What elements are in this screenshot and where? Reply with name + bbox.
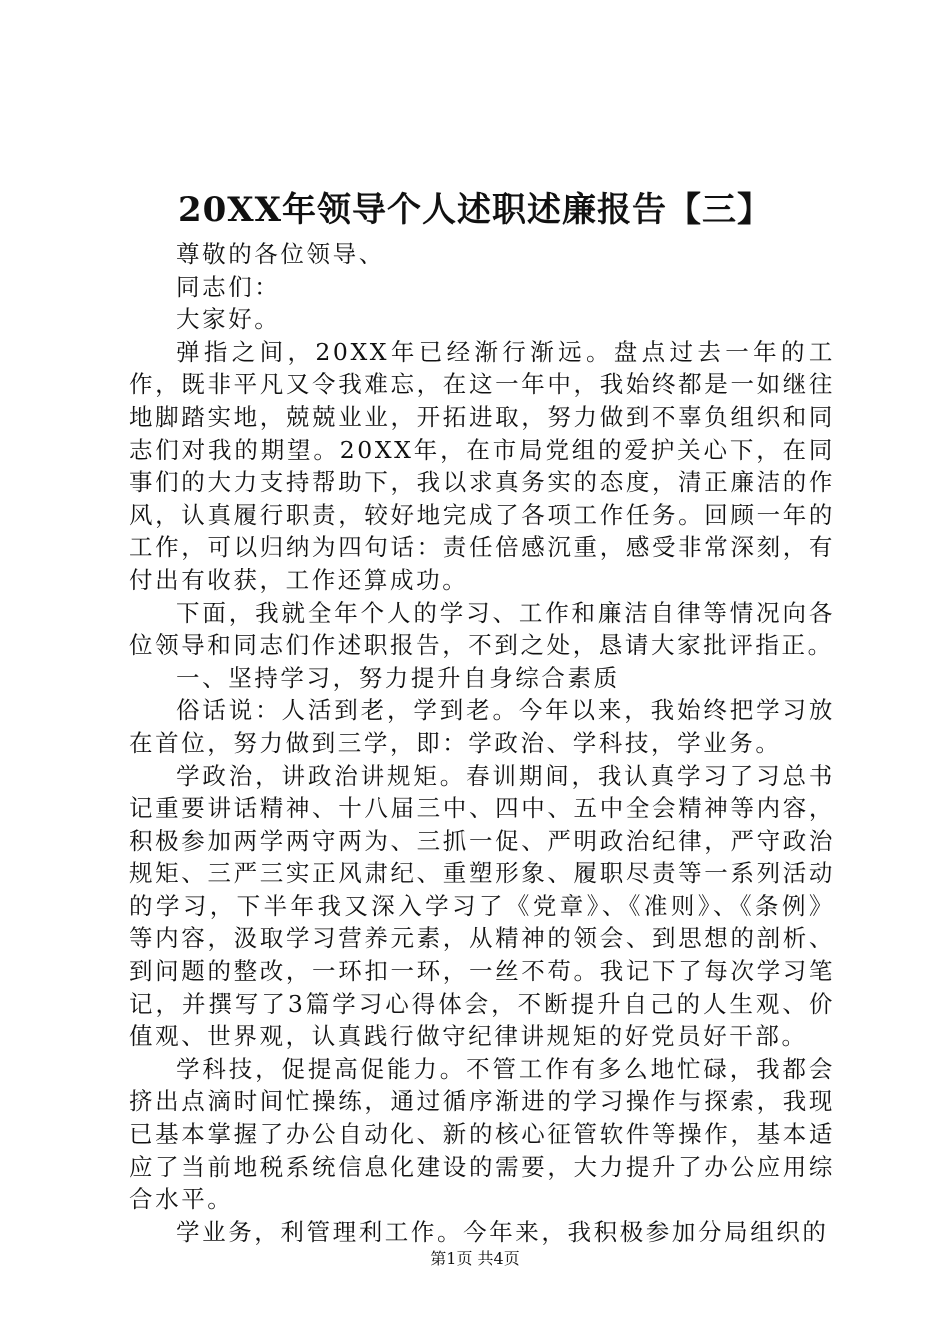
salutation-line-1: 尊敬的各位领导、	[176, 240, 385, 268]
document-title: 20XX年领导个人述职述廉报告【三】	[177, 190, 773, 230]
paragraph: 下面，我就全年个人的学习、工作和廉洁自律等情况向各位领导和同志们作述职报告，不到之处，恳请大家批评指正。	[129, 598, 835, 660]
paragraph: 弹指之间，20XX年已经渐行渐远。盘点过去一年的工作，既非平凡又令我难忘，在这一年中，我始终都是一如继往地脚踏实地，兢兢业业，开拓进取，努力做到不辜负组织和同志们对我的期望。20XX年，在市局党组的爱护关心下，在同事们的大力支持帮助下，我以求真务实的态度，清正廉洁的作风，认真履行职责，较好地完成了各项工作任务。回顾一年的工作，可以归纳为四句话：责任倍感沉重，感受非常深刻，有付出有收获，工作还算成功。	[129, 337, 835, 594]
paragraph: 俗话说：人活到老，学到老。今年以来，我始终把学习放在首位，努力做到三学，即：学政治、学科技，学业务。	[129, 696, 835, 757]
salutation-line-2: 同志们：	[176, 272, 281, 301]
greeting: 大家好。	[176, 305, 281, 334]
document-body	[129, 238, 835, 1248]
paragraph: 学业务，利管理利工作。今年来，我积极参加分局组织的	[176, 1217, 829, 1246]
paragraph: 学科技，促提高促能力。不管工作有多么地忙碌，我都会挤出点滴时间忙操练，通过循序渐进的学习操作与探索，我现已基本掌握了办公自动化、新的核心征管软件等操作，基本适应了当前地税系统信息化建设的需要，大力提升了办公应用综合水平。	[129, 1054, 835, 1214]
page-number-footer: 第1页 共4页	[430, 1249, 520, 1268]
paragraph: 学政治，讲政治讲规矩。春训期间，我认真学习了习总书记重要讲话精神、十八届三中、四中、五中全会精神等内容，积极参加两学两守两为、三抓一促、严明政治纪律，严守政治规矩、三严三实正风肃纪、重塑形象、履职尽责等一系列活动的学习，下半年我又深入学习了《党章》、《准则》、《条例》等内容，汲取学习营养元素，从精神的领会、到思想的剖析、到问题的整改，一环扣一环，一丝不苟。我记下了每次学习笔记，并撰写了3篇学习心得体会，不断提升自己的人生观、价值观、世界观，认真践行做守纪律讲规矩的好党员好干部。	[129, 761, 835, 1051]
section-heading: 一、坚持学习，努力提升自身综合素质	[176, 663, 620, 692]
